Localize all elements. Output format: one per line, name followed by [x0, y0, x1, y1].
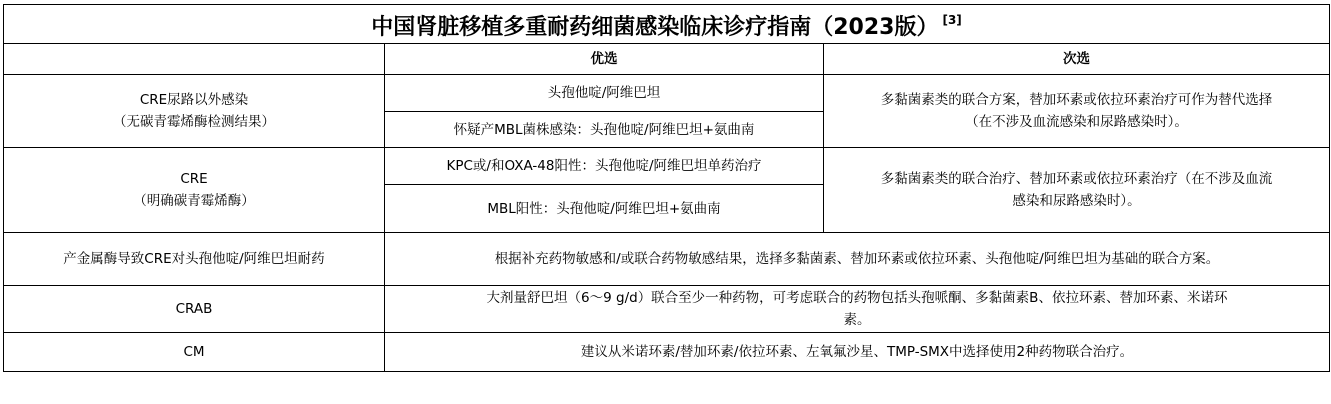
alternative-line: 多黏菌素类的联合治疗、替加环素或依拉环素治疗（在不涉及血流 [880, 171, 1273, 187]
table-row [4, 75, 1330, 112]
title-row [4, 5, 1330, 44]
table-row [4, 233, 1330, 286]
preferred-cell: KPC或/和OXA-48阳性：头孢他啶/阿维巴坦单药治疗 [385, 148, 824, 185]
row-label-crab: CRAB [4, 286, 385, 333]
merged-content-cell: 根据补充药物敏感和/或联合药物敏感结果，选择多黏菌素、替加环素或依拉环素、头孢他啶/阿维巴坦为基础的联合方案。 [385, 233, 1330, 286]
alternative-cell [824, 75, 1330, 148]
alternative-line: （在不涉及血流感染和尿路感染时）。 [965, 114, 1188, 130]
preferred-cell: MBL阳性：头孢他啶/阿维巴坦+氨曲南 [385, 185, 824, 233]
row-label-line: CRE尿路以外感染 [139, 92, 249, 108]
row-label-line: CRE [180, 171, 208, 187]
row-label-cre-confirmed [4, 148, 385, 233]
alternative-line: 多黏菌素类的联合方案，替加环素或依拉环素治疗可作为替代选择 [880, 92, 1273, 108]
guideline-table [3, 4, 1330, 372]
header-row [4, 44, 1330, 75]
preferred-cell: 头孢他啶/阿维巴坦 [385, 75, 824, 112]
row-label-cre-non-urinary [4, 75, 385, 148]
table-row [4, 333, 1330, 372]
alternative-cell [824, 148, 1330, 233]
row-label-cm: CM [4, 333, 385, 372]
merged-content-cell [385, 286, 1330, 333]
content-line: 大剂量舒巴坦（6～9 g/d）联合至少一种药物，可考虑联合的药物包括头孢哌酮、多黏菌素B、依拉环素、替加环素、米诺环 [486, 290, 1228, 306]
row-label-line: （无碳青霉烯酶检测结果） [113, 114, 275, 130]
header-alternative: 次选 [824, 44, 1330, 75]
row-label-mbl-resistant: 产金属酶导致CRE对头孢他啶/阿维巴坦耐药 [4, 233, 385, 286]
preferred-cell: 怀疑产MBL菌株感染：头孢他啶/阿维巴坦+氨曲南 [385, 112, 824, 148]
table-row [4, 148, 1330, 185]
merged-content-cell: 建议从米诺环素/替加环素/依拉环素、左氧氟沙星、TMP-SMX中选择使用2种药物联合治疗。 [385, 333, 1330, 372]
row-label-line: （明确碳青霉烯酶） [133, 193, 255, 209]
header-preferred: 优选 [385, 44, 824, 75]
alternative-line: 感染和尿路感染时）。 [1012, 193, 1141, 209]
table-title [4, 5, 1330, 44]
content-line: 素。 [843, 312, 871, 328]
citation-marker: [3] [942, 13, 962, 27]
header-blank [4, 44, 385, 75]
title-text: 中国肾脏移植多重耐药细菌感染临床诊疗指南（2023版） [371, 15, 939, 40]
table-row [4, 286, 1330, 333]
